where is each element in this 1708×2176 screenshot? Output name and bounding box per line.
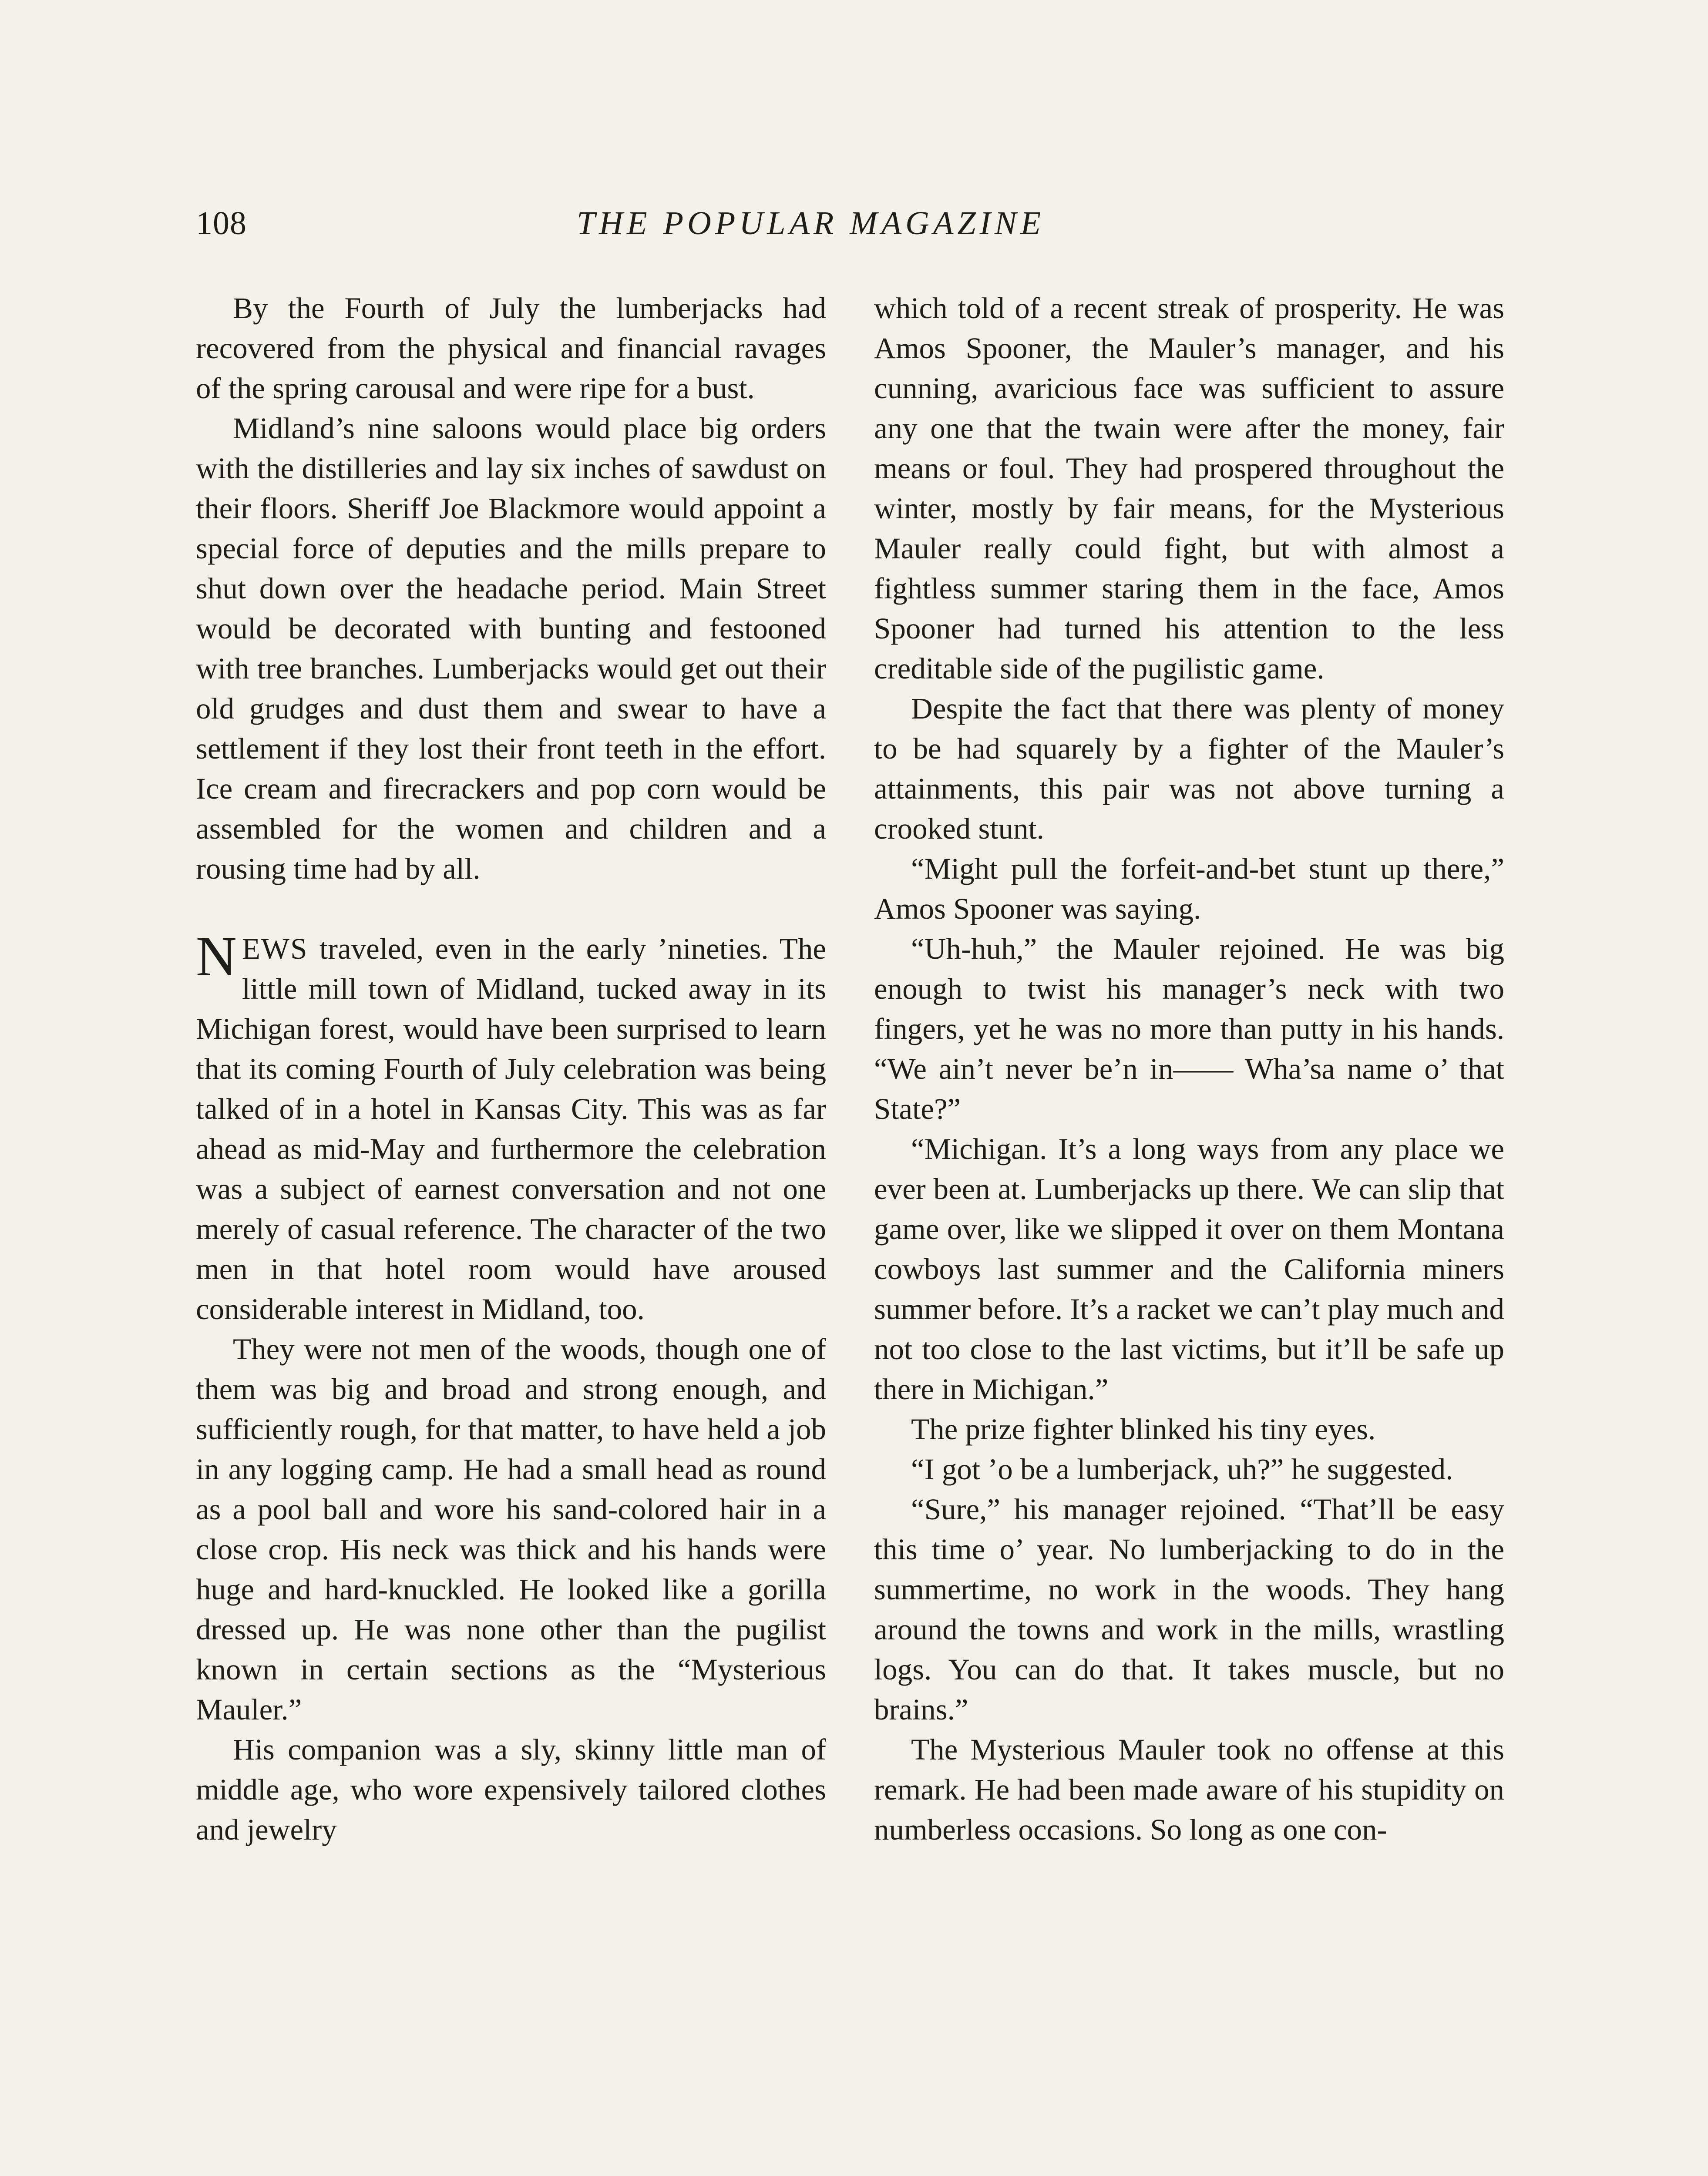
- page-number: 108: [196, 205, 247, 242]
- paragraph: The Mysterious Mauler took no offense at this remark. He had been made aware of his stupidity on numberless occasions. So long as one con-: [874, 1733, 1504, 1846]
- left-column: [196, 288, 826, 1850]
- paragraph: Despite the fact that there was plenty of money to be had squarely by a fighter of the Mauler’s attainments, this pair was not above turning a crooked stunt.: [874, 692, 1504, 845]
- paragraph-continued: which told of a recent streak of prosperity. He was Amos Spooner, the Mauler’s manager, and his cunning, avaricious face was sufficient to assure any one that the twain were after the money, fair means or foul. They had prospered throughout the winter, mostly by fair means, for the Mysterious Mauler really could fight, but with almost a fightless summer staring them in the face, Amos Spooner had turned his attention to the less creditable side of the pugilistic game.: [874, 292, 1504, 685]
- paragraph: The prize fighter blinked his tiny eyes.: [911, 1413, 1376, 1446]
- paragraph: “Michigan. It’s a long ways from any place we ever been at. Lumberjacks up there. We can slip that game over, like we slipped it over on them Montana cowboys last summer and the California miners summer before. It’s a racket we can’t play much and not too close to the last victims, but it’ll be safe up there in Michigan.”: [874, 1132, 1504, 1406]
- paragraph: By the Fourth of July the lumberjacks had recovered from the physical and financial ravages of the spring carousal and were ripe for a bust.: [196, 292, 826, 405]
- paragraph: Midland’s nine saloons would place big orders with the distilleries and lay six inches of sawdust on their floors. Sheriff Joe Blackmore would appoint a special force of deputies and the mills prepare to shut down over the headache period. Main Street would be decorated with bunting and festooned with tree branches. Lumberjacks would get out their old grudges and dust them and swear to have a settlement if they lost their front teeth in the effort. Ice cream and firecrackers and pop corn would be assembled for the women and children and a rousing time had by all.: [196, 412, 826, 885]
- paragraph-text: traveled, even in the early ’nineties. The little mill town of Midland, tucked away in its Michigan forest, would have been surprised to learn that its coming Fourth of July celebration was being talked of in a hotel in Kansas City. This was as far ahead as mid-May and furthermore the celebration was a subject of earnest conversation and not one merely of casual reference. The character of the two men in that hotel room would have aroused considerable interest in Midland, too.: [196, 932, 826, 1326]
- running-head-magazine-title: THE POPULAR MAGAZINE: [577, 205, 1045, 242]
- drop-cap: N: [196, 925, 237, 988]
- small-caps-lead: EWS: [242, 932, 308, 965]
- section-opening-paragraph: [196, 925, 826, 1329]
- paragraph: “Might pull the forfeit-and-bet stunt up there,” Amos Spooner was saying.: [874, 852, 1504, 925]
- paragraph: They were not men of the woods, though one of them was big and broad and strong enough, and sufficiently rough, for that matter, to have held a job in any logging camp. He had a small head as round as a pool ball and wore his sand-colored hair in a close crop. His neck was thick and his hands were huge and hard-knuckled. He looked like a gorilla dressed up. He was none other than the pugilist known in certain sections as the “Mysterious Mauler.”: [196, 1333, 826, 1726]
- paragraph: “I got ’o be a lumberjack, uh?” he suggested.: [911, 1453, 1453, 1486]
- right-column: [874, 288, 1504, 1850]
- paragraph: His companion was a sly, skinny little man of middle age, who wore expensively tailored clothes and jewelry: [196, 1733, 826, 1846]
- paragraph: “Sure,” his manager rejoined. “That’ll be easy this time o’ year. No lumberjacking to do in the summertime, no work in the woods. They hang around the towns and work in the mills, wrastling logs. You can do that. It takes muscle, but no brains.”: [874, 1493, 1504, 1726]
- paragraph: “Uh-huh,” the Mauler rejoined. He was big enough to twist his manager’s neck with two fingers, yet he was no more than putty in his hands. “We ain’t never be’n in—— Wha’sa name o’ that State?”: [874, 932, 1504, 1125]
